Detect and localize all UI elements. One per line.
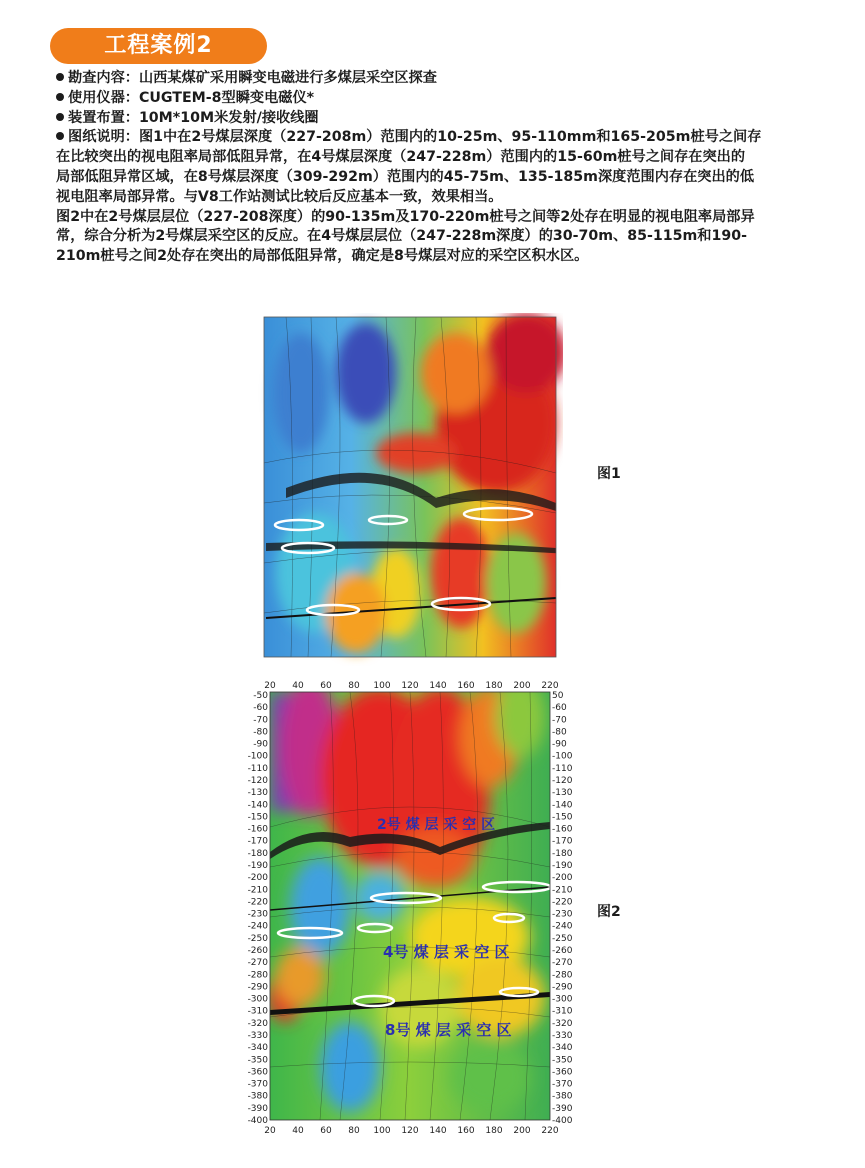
y-tick-label: -130 <box>247 788 268 799</box>
y-tick-label: -90 <box>552 739 567 750</box>
x-tick-label: 100 <box>373 681 391 691</box>
bullet-icon <box>56 73 64 81</box>
y-tick-label: -120 <box>552 776 573 786</box>
text-line <box>56 247 816 267</box>
y-tick-label: -80 <box>552 727 567 738</box>
x-tick-label: 180 <box>485 1126 503 1136</box>
x-tick-label: 80 <box>348 681 360 691</box>
text-line-content: 在比较突出的视电阻率局部低阻异常，在4号煤层深度（247-228m）范围内的15-60m桩号之间存在突出的 <box>56 149 746 166</box>
text-line <box>56 208 816 228</box>
y-tick-label: -210 <box>247 885 268 896</box>
text-line <box>56 227 816 247</box>
y-tick-label: -150 <box>552 812 573 823</box>
x-tick-label: 220 <box>541 681 559 691</box>
y-tick-label: -230 <box>247 909 268 920</box>
bullet-icon <box>56 113 64 121</box>
y-tick-label: -320 <box>552 1018 573 1029</box>
x-tick-label: 140 <box>429 681 447 691</box>
text-line <box>56 188 816 208</box>
y-tick-label: -350 <box>552 1055 573 1066</box>
y-tick-label: -260 <box>552 946 573 956</box>
x-tick-label: 200 <box>513 1126 531 1136</box>
y-tick-label: -350 <box>247 1055 268 1066</box>
y-tick-label: -360 <box>247 1067 268 1078</box>
x-tick-label: 160 <box>457 1126 475 1136</box>
text-line-content: 使用仪器：CUGTEM-8型瞬变电磁仪* <box>68 89 315 106</box>
y-tick-label: -250 <box>552 933 573 944</box>
y-tick-label: -160 <box>552 824 573 835</box>
y-tick-label: -210 <box>552 885 573 896</box>
bullet-icon <box>56 132 64 140</box>
text-line-content: 勘查内容：山西某煤矿采用瞬变电磁进行多煤层采空区探查 <box>68 70 437 86</box>
y-tick-label: -120 <box>247 776 268 786</box>
x-tick-label: 20 <box>264 681 276 691</box>
x-tick-label: 120 <box>401 1126 419 1136</box>
y-tick-label: -200 <box>552 873 573 884</box>
x-tick-label: 60 <box>320 681 332 691</box>
y-tick-label: -180 <box>247 848 268 859</box>
y-tick-label: -340 <box>552 1043 573 1054</box>
y-tick-label: -310 <box>247 1006 268 1017</box>
y-tick-label: -90 <box>253 739 268 750</box>
y-tick-label: -60 <box>253 703 268 714</box>
x-tick-label: 200 <box>513 681 531 691</box>
x-tick-label: 220 <box>541 1126 559 1136</box>
y-tick-label: -330 <box>247 1031 268 1041</box>
y-tick-label: -100 <box>247 751 268 762</box>
y-tick-label: -200 <box>247 873 268 884</box>
x-tick-label: 180 <box>485 681 503 691</box>
y-tick-label: -260 <box>247 946 268 956</box>
figure-1-label: 图1 <box>597 466 621 482</box>
y-tick-label: -170 <box>247 836 268 847</box>
y-tick-label: -170 <box>552 836 573 847</box>
text-line <box>56 69 816 89</box>
x-tick-label: 100 <box>373 1126 391 1136</box>
y-tick-label: -80 <box>253 727 268 738</box>
y-tick-label: -50 <box>253 691 268 701</box>
y-tick-label: -140 <box>247 800 268 811</box>
text-line-content: 局部低阻异常区域，在8号煤层深度（309-292m）范围内的45-75m、135-185m深度范围内存在突出的低 <box>56 168 755 185</box>
y-tick-label: -220 <box>247 897 268 908</box>
y-tick-label: -100 <box>552 751 573 762</box>
y-tick-label: -250 <box>247 933 268 944</box>
figure-2-label: 图2 <box>597 904 621 920</box>
y-tick-label: -290 <box>247 982 268 993</box>
text-line-content: 210m桩号之间2处存在突出的局部低阻异常，确定是8号煤层对应的采空区积水区。 <box>56 248 589 265</box>
text-line <box>56 89 816 109</box>
y-tick-label: -290 <box>552 982 573 993</box>
y-tick-label: -280 <box>552 970 573 981</box>
y-tick-label: -70 <box>253 715 268 726</box>
y-tick-label: -280 <box>247 970 268 981</box>
page-title: 工程案例2 <box>50 28 267 64</box>
zone-label-4: 4号 煤 层 采 空 区 <box>383 943 510 961</box>
y-tick-label: -270 <box>247 958 268 969</box>
y-tick-label: -330 <box>552 1031 573 1041</box>
y-tick-label: -230 <box>552 909 573 920</box>
y-tick-label: -110 <box>247 763 268 774</box>
y-tick-label: -190 <box>247 861 268 871</box>
bullet-icon <box>56 93 64 101</box>
y-tick-label: -110 <box>552 763 573 774</box>
y-tick-label: -180 <box>552 848 573 859</box>
x-tick-label: 140 <box>429 1126 447 1136</box>
y-tick-label: -390 <box>552 1103 573 1114</box>
y-tick-label: -400 <box>247 1116 268 1126</box>
x-tick-label: 80 <box>348 1126 360 1136</box>
x-tick-label: 60 <box>320 1126 332 1136</box>
y-tick-label: -190 <box>552 861 573 871</box>
y-tick-label: -60 <box>552 703 567 714</box>
y-tick-label: -160 <box>247 824 268 835</box>
y-tick-label: -240 <box>247 921 268 932</box>
y-tick-label: -130 <box>552 788 573 799</box>
y-tick-label: -270 <box>552 958 573 969</box>
y-tick-label: -380 <box>552 1091 573 1102</box>
y-tick-label: -370 <box>552 1079 573 1090</box>
x-tick-label: 40 <box>292 1126 304 1136</box>
figure-2-resistivity-section <box>240 677 580 1139</box>
text-line-content: 视电阻率局部异常。与V8工作站测试比较后反应基本一致，效果相当。 <box>56 188 503 205</box>
y-tick-label: -220 <box>552 897 573 908</box>
y-tick-label: 50 <box>552 691 564 701</box>
y-tick-label: -380 <box>247 1091 268 1102</box>
text-line-content: 图2中在2号煤层层位（227-208深度）的90-135m及170-220m桩号之间等2处存在明显的视电阻率局部异 <box>56 208 755 225</box>
y-tick-label: -150 <box>247 812 268 823</box>
text-line <box>56 148 816 168</box>
x-tick-label: 40 <box>292 681 304 691</box>
x-tick-label: 160 <box>457 681 475 691</box>
zone-label-8: 8号 煤 层 采 空 区 <box>385 1021 512 1039</box>
zone-label-2: 2号 煤 层 采 空 区 <box>377 817 496 833</box>
text-line <box>56 128 816 148</box>
text-line <box>56 109 816 129</box>
y-tick-label: -70 <box>552 715 567 726</box>
text-line-content: 装置布置：10M*10M米发射/接收线圈 <box>68 109 319 126</box>
x-tick-label: 120 <box>401 681 419 691</box>
y-tick-label: -300 <box>247 994 268 1005</box>
y-tick-label: -360 <box>552 1067 573 1078</box>
text-line-content: 图纸说明：图1中在2号煤层深度（227-208m）范围内的10-25m、95-110mm和165-205m桩号之间存 <box>68 129 762 146</box>
y-tick-label: -300 <box>552 994 573 1005</box>
y-tick-label: -340 <box>247 1043 268 1054</box>
description-text <box>56 69 816 267</box>
x-tick-label: 20 <box>264 1126 276 1136</box>
text-line-content: 常，综合分析为2号煤层采空区的反应。在4号煤层层位（247-228m深度）的30-70m、85-115m和190- <box>56 228 747 245</box>
y-tick-label: -320 <box>247 1018 268 1029</box>
y-tick-label: -390 <box>247 1103 268 1114</box>
text-line <box>56 168 816 188</box>
y-tick-label: -400 <box>552 1116 573 1126</box>
figure-1-resistivity-section <box>256 313 563 666</box>
y-tick-label: -140 <box>552 800 573 811</box>
y-tick-label: -240 <box>552 921 573 932</box>
y-tick-label: -310 <box>552 1006 573 1017</box>
y-tick-label: -370 <box>247 1079 268 1090</box>
